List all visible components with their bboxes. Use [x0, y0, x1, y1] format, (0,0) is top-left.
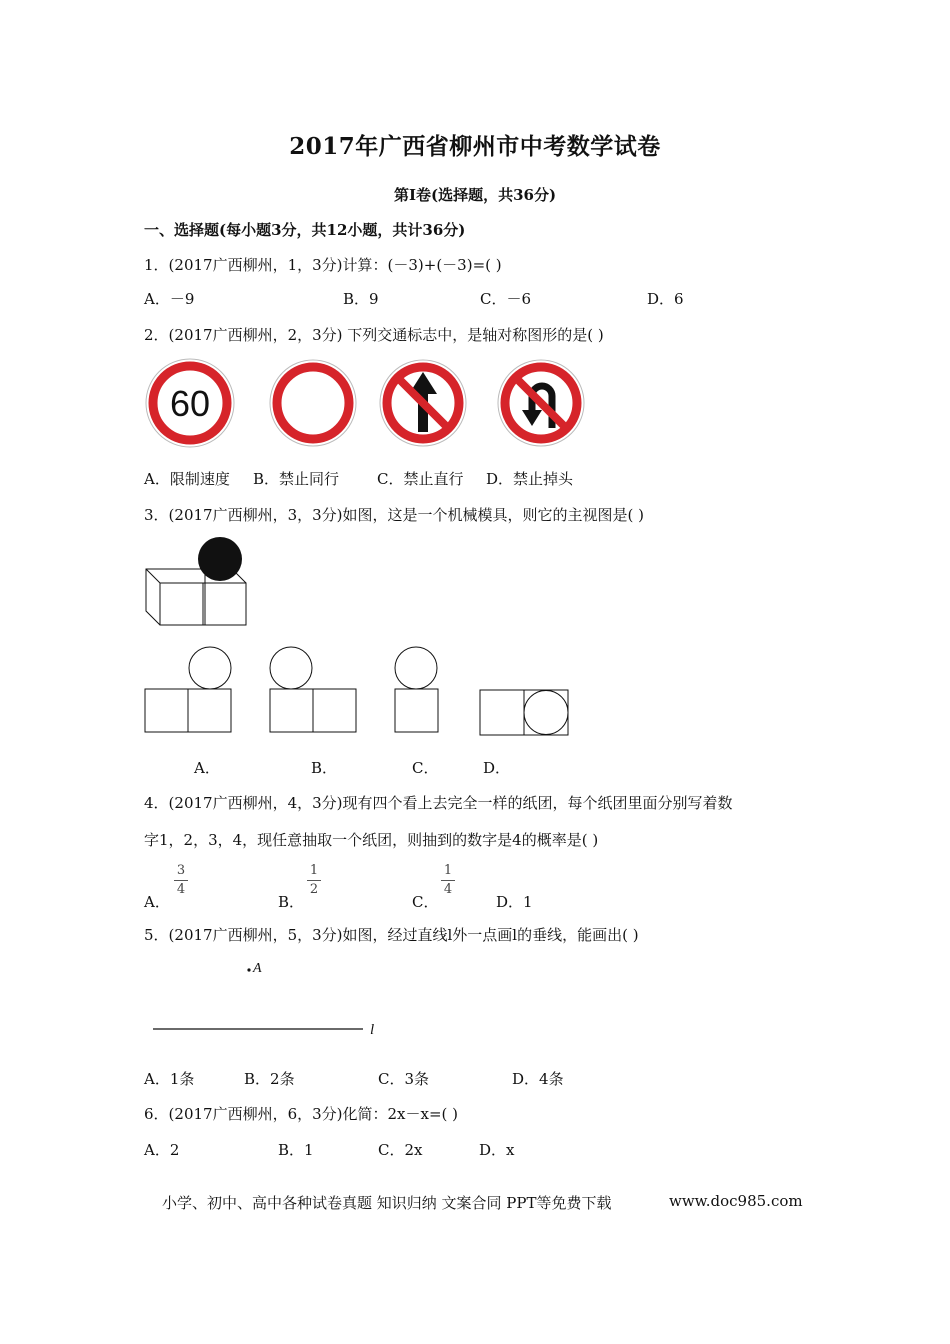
q4-fraction-a: 3 4: [174, 864, 188, 897]
q5-option-c: C．3条: [378, 1070, 430, 1088]
q5-figure: [150, 955, 390, 1045]
q4-option-c: C．: [412, 893, 439, 911]
q1-option-b: B．9: [343, 290, 379, 308]
point-a-label: A: [253, 961, 262, 976]
q4-option-a: A．: [144, 893, 170, 911]
q1-option-c: C．－6: [480, 290, 532, 308]
q6-option-d: D．x: [479, 1141, 515, 1159]
q3-option-c: C．: [412, 759, 439, 777]
q6-option-a: A．2: [144, 1141, 180, 1159]
q1-option-a: A．－9: [144, 290, 195, 308]
q4-option-d: D．1: [496, 893, 533, 911]
q5-option-b: B．2条: [244, 1070, 295, 1088]
q2-option-b: B．禁止同行: [253, 470, 340, 488]
volume-heading: 第I卷(选择题，共36分): [393, 186, 557, 204]
q6-option-b: B．1: [278, 1141, 314, 1159]
q5-stem: 5．(2017广西柳州，5，3分)如图，经过直线l外一点画l的垂线，能画出( ): [144, 926, 639, 944]
speed-limit-sign-icon: [143, 356, 237, 450]
q1-option-d: D．6: [647, 290, 684, 308]
footer-website-link[interactable]: www.doc985.com: [669, 1192, 803, 1210]
q4-fraction-b: 1 2: [307, 864, 321, 897]
no-u-turn-sign-icon: [496, 358, 586, 448]
footer-promo-text: 小学、初中、高中各种试卷真题 知识归纳 文案合同 PPT等免费下载: [162, 1194, 612, 1212]
q3-option-b: B．: [311, 759, 338, 777]
q5-option-d: D．4条: [512, 1070, 564, 1088]
no-straight-sign-icon: [378, 358, 468, 448]
no-vehicles-sign-icon: [268, 358, 358, 448]
q1-stem: 1．(2017广西柳州，1，3分)计算：(－3)+(－3)=( ): [144, 256, 502, 274]
point-a-dot: [247, 968, 250, 971]
line-l-label: l: [370, 1022, 375, 1038]
q5-option-a: A．1条: [144, 1070, 195, 1088]
q2-option-d: D．禁止掉头: [486, 470, 574, 488]
q3-view-c: [394, 645, 444, 735]
q6-stem: 6．(2017广西柳州，6，3分)化简：2x－x=( ): [144, 1105, 459, 1123]
mold-3d-figure: [144, 536, 254, 631]
speed-limit-value: 60: [169, 383, 211, 424]
q3-option-a: A．: [194, 759, 220, 777]
q3-stem: 3．(2017广西柳州，3，3分)如图，这是一个机械模具，则它的主视图是( ): [144, 506, 644, 524]
q6-option-c: C．2x: [378, 1141, 423, 1159]
q4-stem-line2: 字1，2，3，4，现任意抽取一个纸团，则抽到的数字是4的概率是( ): [144, 831, 599, 849]
q2-option-a: A．限制速度: [144, 470, 230, 488]
q3-view-a: [144, 645, 234, 735]
q4-stem-line1: 4．(2017广西柳州，4，3分)现有四个看上去完全一样的纸团，每个纸团里面分别写着数: [144, 794, 733, 812]
q2-option-c: C．禁止直行: [377, 470, 464, 488]
page-title: 2017年广西省柳州市中考数学试卷: [289, 133, 661, 160]
q3-view-b: [269, 645, 359, 735]
q4-fraction-c: 1 4: [441, 864, 455, 897]
q4-option-b: B．: [278, 893, 305, 911]
q2-stem: 2．(2017广西柳州，2，3分) 下列交通标志中，是轴对称图形的是( ): [144, 326, 604, 344]
q3-view-d: [479, 689, 571, 737]
section-heading: 一、选择题(每小题3分，共12小题，共计36分): [144, 221, 466, 239]
q3-option-d: D．: [483, 759, 511, 777]
